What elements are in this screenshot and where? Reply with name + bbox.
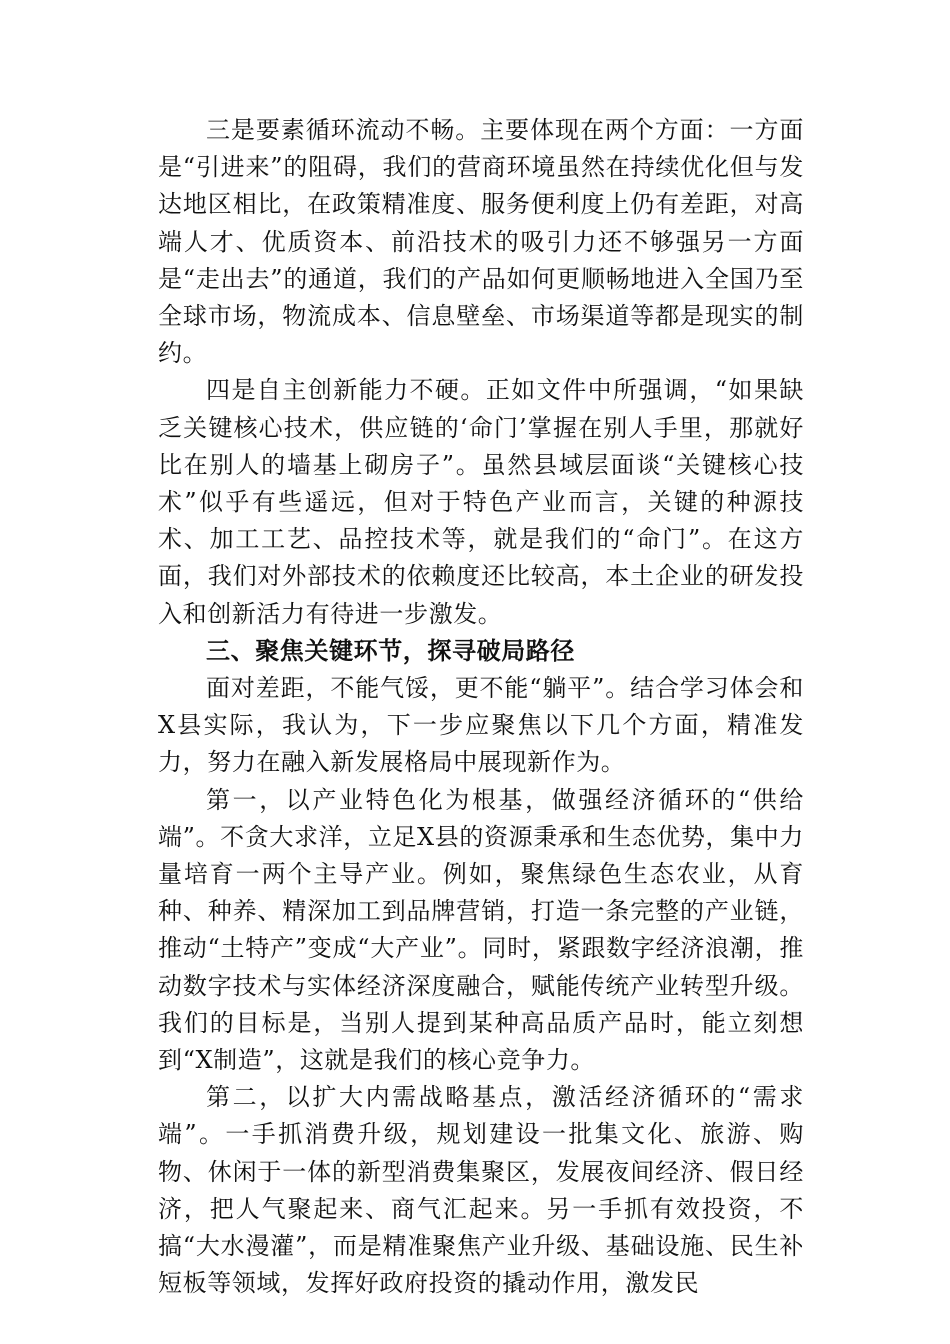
paragraph-factor-circulation: 三是要素循环流动不畅。主要体现在两个方面：一方面是“引进来”的阻碍，我们的营商环境虽然在持续优化但与发达地区相比，在政策精准度、服务便利度上仍有差距，对高端人才、优质资本、前沿技术的吸引力还不够强另一方面是“走出去”的通道，我们的产品如何更顺畅地进入全国乃至全球市场，物流成本、信息壁垒、市场渠道等都是现实的制约。 bbox=[158, 116, 804, 368]
document-body bbox=[158, 112, 804, 1303]
paragraph-innovation-capacity: 四是自主创新能力不硬。正如文件中所强调，“如果缺乏关键核心技术，供应链的‘命门’掌握在别人手里，那就好比在别人的墙基上砌房子”。虽然县域层面谈“关键核心技术”似乎有些遥远，但对于特色产业而言，关键的种源技术、加工工艺、品控技术等，就是我们的“命门”。在这方面，我们对外部技术的依赖度还比较高，本土企业的研发投入和创新活力有待进一步激发。 bbox=[158, 376, 804, 628]
paragraph-second-point: 第二，以扩大内需战略基点，激活经济循环的“需求端”。一手抓消费升级，规划建设一批集文化、旅游、购物、休闲于一体的新型消费集聚区，发展夜间经济、假日经济，把人气聚起来、商气汇起来。另一手抓有效投资，不搞“大水漫灌”，而是精准聚焦产业升级、基础设施、民生补短板等领域，发挥好政府投资的撬动作用，激发民 bbox=[158, 1083, 804, 1298]
paragraph-intro-section-3: 面对差距，不能气馁，更不能“躺平”。结合学习体会和X县实际，我认为，下一步应聚焦以下几个方面，精准发力，努力在融入新发展格局中展现新作为。 bbox=[158, 674, 804, 777]
paragraph-first-point: 第一，以产业特色化为根基，做强经济循环的“供给端”。不贪大求洋，立足X县的资源秉承和生态优势，集中力量培育一两个主导产业。例如，聚焦绿色生态农业，从育种、种养、精深加工到品牌营销，打造一条完整的产业链，推动“土特产”变成“大产业”。同时，紧跟数字经济浪潮，推动数字技术与实体经济深度融合，赋能传统产业转型升级。我们的目标是，当别人提到某种高品质产品时，能立刻想到“X制造”，这就是我们的核心竞争力。 bbox=[158, 785, 804, 1075]
section-heading-3: 三、聚焦关键环节，探寻破局路径 bbox=[206, 636, 575, 665]
